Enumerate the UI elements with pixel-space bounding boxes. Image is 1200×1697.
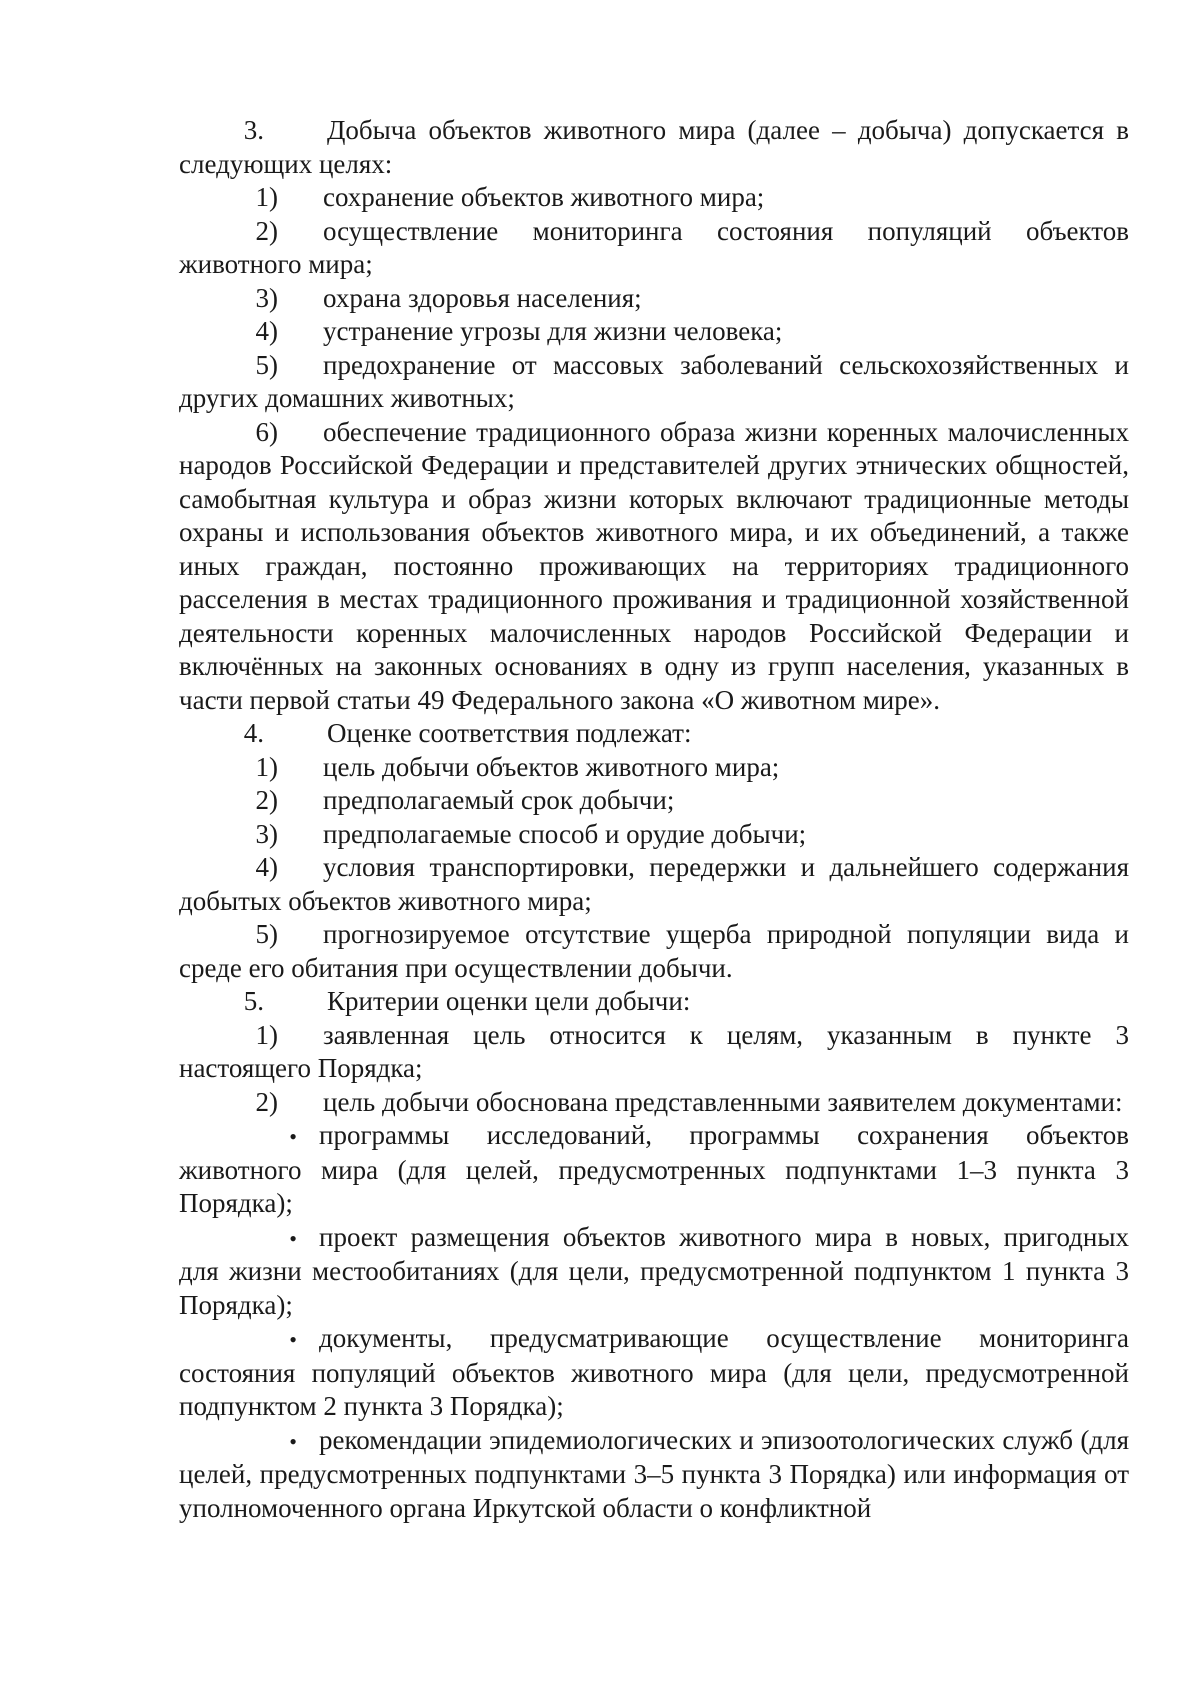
section-paragraph — [179, 114, 1129, 181]
bullet-item — [179, 1424, 1129, 1526]
list-item — [179, 215, 1129, 282]
paragraph-text: рекомендации эпидемиологических и эпизоотологических служб (для целей, предусмотренных подпунктами 3–5 пункта 3 Порядка) или информация от уполномоченного органа Иркутской области о конфликтной — [179, 1424, 1129, 1523]
paragraph-text: Оценке соответствия подлежат: — [327, 718, 692, 748]
bullet-item — [179, 1221, 1129, 1323]
paragraph-text: цель добычи объектов животного мира; — [323, 751, 780, 782]
section-number: 3. — [243, 115, 264, 145]
bullet-item — [179, 1322, 1129, 1424]
list-item — [179, 851, 1129, 918]
item-number: 4) — [255, 316, 278, 346]
bullet-item — [179, 1119, 1129, 1221]
bullet-marker: • — [289, 1225, 297, 1251]
item-number: 1) — [255, 182, 278, 212]
paragraph-text: охрана здоровья населения; — [323, 282, 642, 313]
section-paragraph — [179, 717, 1129, 751]
bullet-marker: • — [289, 1327, 297, 1352]
list-item — [179, 1019, 1129, 1086]
paragraph-text: цель добычи обоснована представленными заявителем документами: — [323, 1086, 1123, 1117]
item-number: 6) — [255, 416, 278, 447]
paragraph-text: Добыча объектов животного мира (далее – добыча) допускается в следующих целях: — [179, 115, 1129, 179]
list-item — [179, 1086, 1129, 1120]
list-item — [179, 315, 1129, 349]
item-number: 2) — [255, 785, 278, 815]
paragraph-text: Критерии оценки цели добычи: — [327, 986, 691, 1016]
section-paragraph — [179, 985, 1129, 1019]
list-item — [179, 751, 1129, 785]
paragraph-text: документы, предусматривающие осуществление мониторинга состояния популяций объектов животного мира (для цели, предусмотренной подпунктом 2 пункта 3 Порядка); — [179, 1323, 1129, 1421]
bullet-marker: • — [289, 1124, 297, 1149]
paragraph-text: программы исследований, программы сохранения объектов животного мира (для целей, предусмотренных подпунктами 1–3 пункта 3 Порядка); — [179, 1120, 1129, 1218]
item-number: 2) — [255, 1086, 278, 1117]
list-item — [179, 181, 1129, 215]
item-number: 5) — [255, 349, 278, 380]
item-number: 5) — [255, 919, 278, 949]
list-item — [179, 282, 1129, 316]
paragraph-text: прогнозируемое отсутствие ущерба природной популяции вида и среде его обитания при осуществлении добычи. — [179, 919, 1129, 983]
item-number: 2) — [255, 215, 278, 246]
item-number: 1) — [255, 1019, 278, 1050]
paragraph-text: предполагаемый срок добычи; — [323, 785, 675, 815]
section-number: 5. — [243, 986, 264, 1016]
bullet-marker: • — [289, 1428, 297, 1454]
item-number: 3) — [255, 818, 278, 849]
item-number: 1) — [255, 751, 278, 782]
paragraph-text: обеспечение традиционного образа жизни коренных малочисленных народов Российской Федерации и представителей других этнических общностей, самобытная культура и образ жизни которых включают традиционные методы охраны и использования объектов животного мира, и их объединений, а также иных граждан, постоянно проживающих на территориях традиционного расселения в местах традиционного проживания и традиционной хозяйственной деятельности коренных малочисленных народов Российской Федерации и включённых на законных основаниях в одну из групп населения, указанных в части первой статьи 49 Федерального закона «О животном мире». — [179, 416, 1129, 715]
item-number: 4) — [255, 852, 278, 882]
list-item — [179, 818, 1129, 852]
paragraph-text: предохранение от массовых заболеваний сельскохозяйственных и других домашних животных; — [179, 349, 1129, 413]
paragraph-text: сохранение объектов животного мира; — [323, 182, 765, 212]
paragraph-text: предполагаемые способ и орудие добычи; — [323, 818, 807, 849]
document-body — [179, 114, 1129, 1525]
list-item — [179, 784, 1129, 818]
paragraph-text: условия транспортировки, передержки и дальнейшего содержания добытых объектов животного мира; — [179, 852, 1129, 916]
paragraph-text: заявленная цель относится к целям, указанным в пункте 3 настоящего Порядка; — [179, 1019, 1129, 1083]
paragraph-text: осуществление мониторинга состояния популяций объектов животного мира; — [179, 215, 1129, 279]
section-number: 4. — [243, 718, 264, 748]
list-item — [179, 349, 1129, 416]
list-item — [179, 918, 1129, 985]
paragraph-text: устранение угрозы для жизни человека; — [323, 316, 783, 346]
paragraph-text: проект размещения объектов животного мира в новых, пригодных для жизни местообитаниях (для цели, предусмотренной подпунктом 1 пункта 3 Порядка); — [179, 1221, 1129, 1320]
list-item — [179, 416, 1129, 718]
item-number: 3) — [255, 282, 278, 313]
